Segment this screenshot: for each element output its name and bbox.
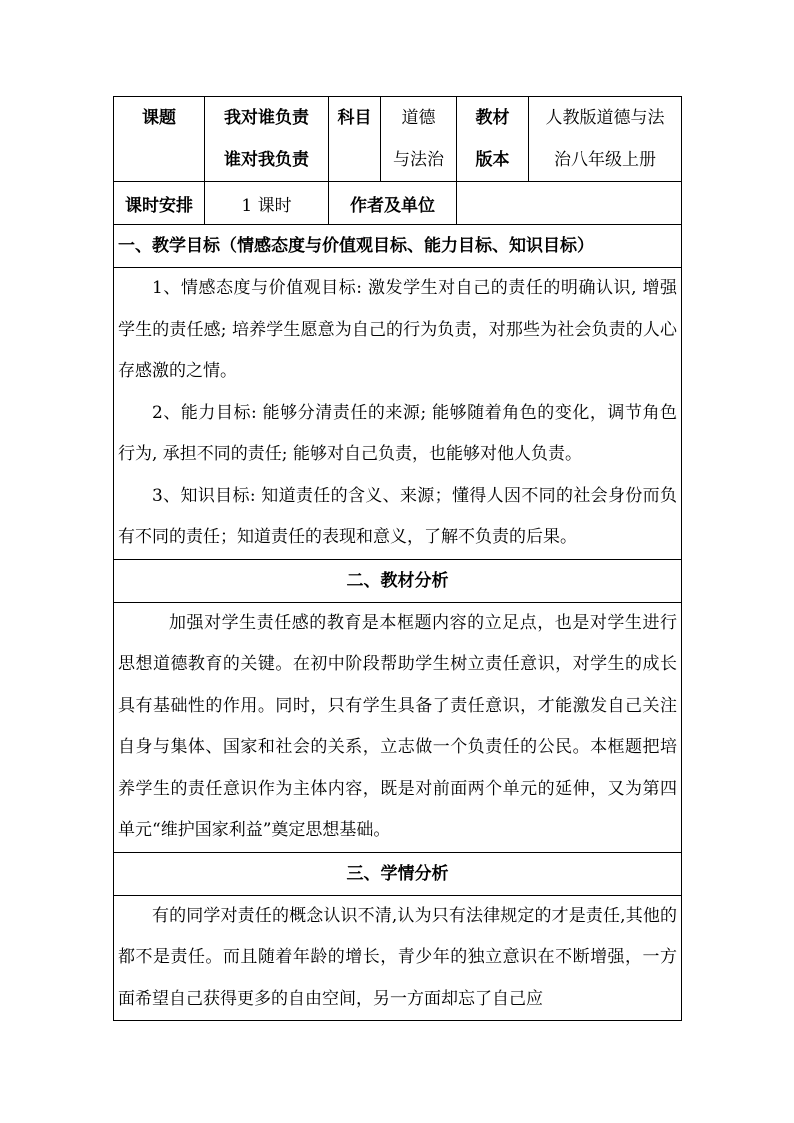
materials-body	[114, 602, 682, 852]
goals-paragraph-2: 2、能力目标: 能够分清责任的来源; 能够随着角色的变化，调节角色行为, 承担不同的责任; 能够对自己负责，也能够对他人负责。	[118, 402, 677, 464]
goals-body	[114, 268, 682, 560]
students-paragraph-1: 有的同学对责任的概念认识不清,认为只有法律规定的才是责任,其他的都不是责任。而且随着年龄的增长，青少年的独立意识在不断增强，一方面希望自己获得更多的自由空间，另一方面却忘了自己应	[118, 905, 677, 1009]
subject-value	[381, 97, 457, 182]
subject-value-line2: 与法治	[393, 150, 444, 170]
students-body-row	[114, 895, 682, 1021]
materials-paragraph-1: 加强对学生责任感的教育是本框题内容的立足点，也是对学生进行思想道德教育的关键。在初中阶段帮助学生树立责任意识，对学生的成长具有基础性的作用。同时，只有学生具备了责任意识，才能激发自己关注自身与集体、国家和社会的关系，立志做一个负责任的公民。本框题把培养学生的责任意识作为主体内容，既是对前面两个单元的延伸，又为第四单元“维护国家利益”奠定思想基础。	[118, 612, 677, 840]
goals-title: 一、教学目标（情感态度与价值观目标、能力目标、知识目标）	[114, 225, 682, 268]
materials-title: 二、教材分析	[114, 559, 682, 602]
lesson-plan-table	[113, 96, 682, 1021]
author-value	[457, 182, 682, 225]
materials-title-row	[114, 559, 682, 602]
students-body	[114, 895, 682, 1021]
hours-label: 课时安排	[114, 182, 205, 225]
hours-value: 1 课时	[205, 182, 329, 225]
textbook-label	[457, 97, 529, 182]
goals-body-row	[114, 268, 682, 560]
goals-paragraph-1: 1、情感态度与价值观目标: 激发学生对自己的责任的明确认识, 增强学生的责任感; 培养学生愿意为自己的行为负责，对那些为社会负责的人心存感激的之情。	[118, 278, 677, 381]
topic-label: 课题	[114, 97, 205, 182]
materials-body-row	[114, 602, 682, 852]
students-title: 三、学情分析	[114, 852, 682, 895]
textbook-label-line1: 教材	[475, 108, 510, 128]
textbook-label-line2: 版本	[475, 150, 510, 170]
textbook-value-line1: 人教版道德与法	[545, 108, 665, 128]
textbook-value	[529, 97, 682, 182]
topic-value-line1: 我对谁负责	[224, 108, 309, 128]
author-label: 作者及单位	[329, 182, 457, 225]
students-title-row	[114, 852, 682, 895]
textbook-value-line2: 治八年级上册	[554, 150, 656, 170]
subject-value-line1: 道德	[401, 108, 436, 128]
topic-value-line2: 谁对我负责	[224, 150, 309, 170]
meta-row	[114, 97, 682, 182]
topic-value	[205, 97, 329, 182]
subject-label: 科目	[329, 97, 381, 182]
goals-paragraph-3: 3、知识目标: 知道责任的含义、来源；懂得人因不同的社会身份而负有不同的责任；知道责任的表现和意义，了解不负责的后果。	[118, 485, 677, 547]
time-row	[114, 182, 682, 225]
goals-title-row	[114, 225, 682, 268]
